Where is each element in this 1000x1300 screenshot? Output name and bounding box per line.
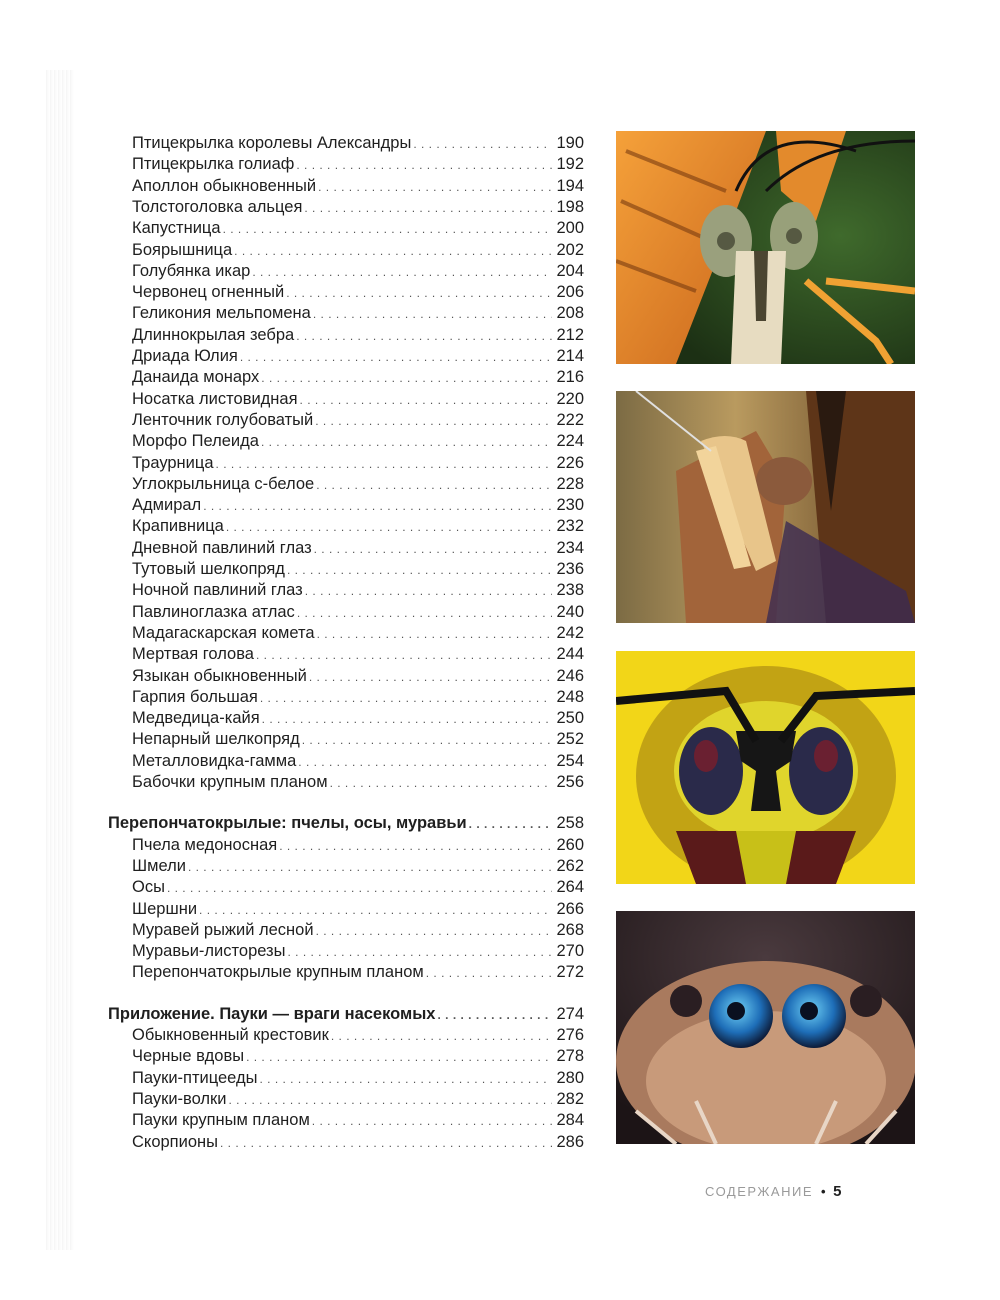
toc-section-row	[108, 1004, 584, 1025]
toc-entry-row	[132, 240, 584, 261]
toc-entry-title: Муравьи-листорезы	[132, 942, 286, 961]
dot-leader	[216, 454, 553, 475]
dot-leader	[309, 667, 553, 688]
toc-page-number: 256	[556, 773, 584, 791]
dot-leader	[426, 963, 553, 984]
toc-page-number: 238	[556, 581, 584, 600]
toc-section-row	[108, 813, 584, 834]
toc-entry-row	[132, 1068, 584, 1089]
toc-page-number: 270	[556, 942, 584, 961]
toc-page-number: 192	[556, 155, 584, 174]
toc-page-number: 232	[556, 517, 584, 536]
toc-entry-title: Птицекрылка голиаф	[132, 155, 295, 174]
dot-leader	[246, 1047, 552, 1068]
toc-section-title: Приложение. Пауки — враги насекомых	[108, 1004, 436, 1023]
toc-page-number: 224	[556, 432, 584, 451]
toc-entry-title: Адмирал	[132, 496, 202, 515]
toc-entry-row	[132, 623, 584, 644]
toc-page-number: 236	[556, 560, 584, 578]
toc-entry-title: Мертвая голова	[132, 645, 254, 664]
toc-entry-title: Дневной павлиний глаз	[132, 538, 312, 557]
toc-entry-row	[132, 580, 584, 601]
page-number: 5	[833, 1183, 842, 1200]
dot-leader	[220, 1133, 552, 1154]
toc-entry-row	[132, 962, 584, 983]
toc-page-number: 284	[556, 1111, 584, 1130]
toc-entry-title: Птицекрылка королевы Александры	[132, 134, 412, 152]
toc-page-number: 248	[556, 687, 584, 706]
dot-leader	[256, 645, 552, 666]
toc-entry-title: Траурница	[132, 453, 214, 472]
toc-entry-row	[132, 346, 584, 367]
dot-leader	[317, 624, 553, 645]
toc-entry-title: Пчела медоносная	[132, 835, 278, 854]
toc-entry-row	[132, 538, 584, 559]
toc-entry-title: Гарпия большая	[132, 687, 258, 706]
toc-entry-title: Обыкновенный крестовик	[132, 1026, 329, 1044]
toc-entry-row	[132, 389, 584, 410]
toc-page-number: 198	[556, 197, 584, 216]
toc-entry-row	[132, 1089, 584, 1110]
toc-page-number: 204	[556, 261, 584, 280]
toc-entry-title: Медведица-кайя	[132, 709, 260, 728]
toc-page-number: 222	[556, 410, 584, 429]
toc-page-number: 244	[556, 645, 584, 664]
toc-page-number: 252	[556, 730, 584, 749]
dot-leader	[234, 241, 552, 262]
toc-section-title: Перепончатокрылые: пчелы, осы, муравьи	[108, 814, 467, 833]
dot-leader	[203, 496, 552, 517]
dot-leader	[240, 347, 553, 368]
toc-entry-row	[132, 602, 584, 623]
dot-leader	[261, 432, 553, 453]
dot-leader	[261, 368, 552, 389]
toc-page-number: 260	[556, 835, 584, 854]
toc-entry-title: Тутовый шелкопряд	[132, 560, 285, 578]
toc-entry-title: Металловидка-гамма	[132, 751, 297, 770]
toc-page-number: 240	[556, 602, 584, 621]
toc-entry-title: Шершни	[132, 899, 198, 918]
toc-page-number: 264	[556, 878, 584, 897]
toc-page-number: 202	[556, 240, 584, 259]
toc-page-number: 228	[556, 474, 584, 493]
toc-entry-title: Черные вдовы	[132, 1047, 245, 1066]
dot-leader	[199, 900, 552, 921]
dot-leader	[260, 688, 553, 709]
toc-page-number: 194	[556, 176, 584, 195]
toc-page-number: 230	[556, 496, 584, 515]
toc-page-number: 220	[556, 389, 584, 408]
butterfly-head-photo	[616, 131, 915, 364]
footer-bullet: •	[821, 1184, 828, 1199]
toc-page-number: 200	[556, 219, 584, 238]
toc-entry-row	[132, 1046, 584, 1067]
toc-page-number: 208	[556, 304, 584, 323]
toc-page-number: 262	[556, 856, 584, 875]
dot-leader	[226, 517, 553, 538]
dot-leader	[188, 857, 553, 878]
toc-entry-row	[132, 474, 584, 495]
toc-entry-row	[132, 1132, 584, 1153]
dot-leader	[315, 411, 552, 432]
toc-page-number: 212	[556, 325, 584, 344]
toc-entry-row	[132, 751, 584, 772]
toc-entry-row	[132, 920, 584, 941]
toc-page-number: 250	[556, 709, 584, 728]
toc-page-number: 286	[556, 1132, 584, 1151]
toc-entry-row	[132, 941, 584, 962]
toc-entry-title: Геликония мельпомена	[132, 304, 311, 323]
toc-page-number: 276	[556, 1026, 584, 1044]
toc-entry-title: Пауки крупным планом	[132, 1111, 310, 1130]
dot-leader	[331, 1026, 553, 1047]
dot-leader	[296, 155, 552, 176]
toc-entry-row	[132, 261, 584, 282]
toc-entry-title: Мадагаскарская комета	[132, 623, 315, 642]
toc-entry-title: Аполлон обыкновенный	[132, 176, 317, 195]
dot-leader	[469, 814, 553, 835]
page-footer	[705, 1183, 841, 1200]
dot-leader	[316, 475, 552, 496]
toc-entry-title: Червонец огненный	[132, 283, 285, 302]
dot-leader	[304, 198, 552, 219]
toc-page-number: 254	[556, 751, 584, 770]
toc-entry-row	[132, 516, 584, 537]
dot-leader	[318, 177, 552, 198]
dot-leader	[313, 304, 553, 325]
toc-entry-title: Голубянка икар	[132, 261, 251, 280]
toc-entry-row	[132, 282, 584, 303]
toc-entry-row	[132, 1025, 584, 1046]
toc-entry-title: Пауки-птицееды	[132, 1068, 258, 1087]
toc-entry-title: Боярышница	[132, 240, 233, 259]
toc-entry-title: Морфо Пелеида	[132, 432, 259, 451]
toc-entry-row	[132, 133, 584, 154]
toc-page-number: 246	[556, 666, 584, 685]
dot-leader	[259, 1069, 552, 1090]
toc-entry-title: Языкан обыкновенный	[132, 666, 307, 685]
toc-page-number: 242	[556, 623, 584, 642]
dot-leader	[296, 326, 552, 347]
wasp-face-photo	[616, 651, 915, 884]
toc-page-number: 226	[556, 453, 584, 472]
toc-entry-row	[132, 559, 584, 580]
dot-leader	[413, 134, 552, 155]
toc-page-number: 268	[556, 920, 584, 939]
dot-leader	[302, 730, 553, 751]
toc-entry-title: Скорпионы	[132, 1132, 218, 1151]
toc-entry-title: Толстоголовка альцея	[132, 197, 303, 216]
dot-leader	[437, 1005, 552, 1026]
toc-entry-row	[132, 708, 584, 729]
toc-entry-title: Ленточник голубоватый	[132, 410, 314, 429]
toc-page-number: 214	[556, 347, 584, 365]
toc-entry-row	[132, 176, 584, 197]
dot-leader	[262, 709, 553, 730]
toc-page-number: 206	[556, 283, 584, 302]
toc-entry-title: Капустница	[132, 219, 221, 238]
dot-leader	[316, 921, 553, 942]
toc-page-number: 274	[556, 1004, 584, 1023]
dot-leader	[314, 539, 553, 560]
toc-entry-title: Шмели	[132, 856, 186, 875]
toc-entry-title: Данаида монарх	[132, 368, 260, 387]
toc-entry-title: Длиннокрылая зебра	[132, 325, 295, 344]
dot-leader	[297, 603, 553, 624]
toc-entry-title: Перепончатокрылые крупным планом	[132, 963, 424, 982]
toc-entry-row	[132, 666, 584, 687]
page-binding-edge	[46, 70, 74, 1250]
toc-entry-row	[132, 877, 584, 898]
toc-entry-title: Пауки-волки	[132, 1089, 227, 1108]
toc-entry-title: Павлиноглазка атлас	[132, 602, 295, 621]
dot-leader	[287, 560, 553, 581]
dot-leader	[298, 752, 552, 773]
toc-entry-row	[132, 899, 584, 920]
moth-proboscis-photo	[616, 391, 915, 623]
toc-entry-row	[132, 835, 584, 856]
toc-entry-title: Бабочки крупным планом	[132, 773, 328, 791]
toc-page-number: 278	[556, 1047, 584, 1066]
dot-leader	[229, 1090, 553, 1111]
toc-page-number: 280	[556, 1068, 584, 1087]
toc-entry-row	[132, 1110, 584, 1131]
toc-entry-row	[132, 687, 584, 708]
jumping-spider-photo	[616, 911, 915, 1144]
dot-leader	[305, 581, 553, 602]
toc-page-number: 282	[556, 1089, 584, 1108]
toc-page-number: 190	[556, 134, 584, 152]
toc-entry-row	[132, 644, 584, 665]
toc-entry-row	[132, 431, 584, 452]
toc-page-number: 266	[556, 899, 584, 918]
toc-entry-row	[132, 729, 584, 750]
toc-page-number: 216	[556, 368, 584, 387]
dot-leader	[223, 219, 553, 240]
dot-leader	[167, 878, 553, 899]
dot-leader	[312, 1111, 553, 1132]
toc-entry-title: Муравей рыжий лесной	[132, 920, 314, 939]
toc-entry-row	[132, 410, 584, 431]
dot-leader	[279, 836, 552, 857]
dot-leader	[252, 262, 552, 283]
dot-leader	[286, 283, 552, 304]
dot-leader	[287, 942, 552, 963]
toc-entry-title: Углокрыльница с-белое	[132, 474, 315, 493]
dot-leader	[300, 390, 553, 411]
toc-entry-title: Дриада Юлия	[132, 347, 238, 365]
toc-entry-row	[132, 325, 584, 346]
toc-entry-row	[132, 453, 584, 474]
toc-entry-title: Непарный шелкопряд	[132, 730, 300, 749]
toc-page-number: 272	[556, 963, 584, 982]
toc-entry-row	[132, 303, 584, 324]
toc-entry-row	[132, 856, 584, 877]
toc-entry-row	[132, 495, 584, 516]
toc-entry-row	[132, 197, 584, 218]
toc-page-number: 234	[556, 538, 584, 557]
footer-section-label: СОДЕРЖАНИЕ	[705, 1184, 814, 1199]
toc-entry-title: Носатка листовидная	[132, 389, 298, 408]
toc-page-number: 258	[556, 814, 584, 833]
toc-entry-row	[132, 154, 584, 175]
toc-entry-title: Ночной павлиний глаз	[132, 581, 303, 600]
toc-entry-row	[132, 772, 584, 793]
toc-entry-title: Осы	[132, 878, 165, 897]
toc-entry-row	[132, 367, 584, 388]
toc-entry-row	[132, 218, 584, 239]
toc-entry-title: Крапивница	[132, 517, 224, 536]
dot-leader	[330, 773, 553, 794]
